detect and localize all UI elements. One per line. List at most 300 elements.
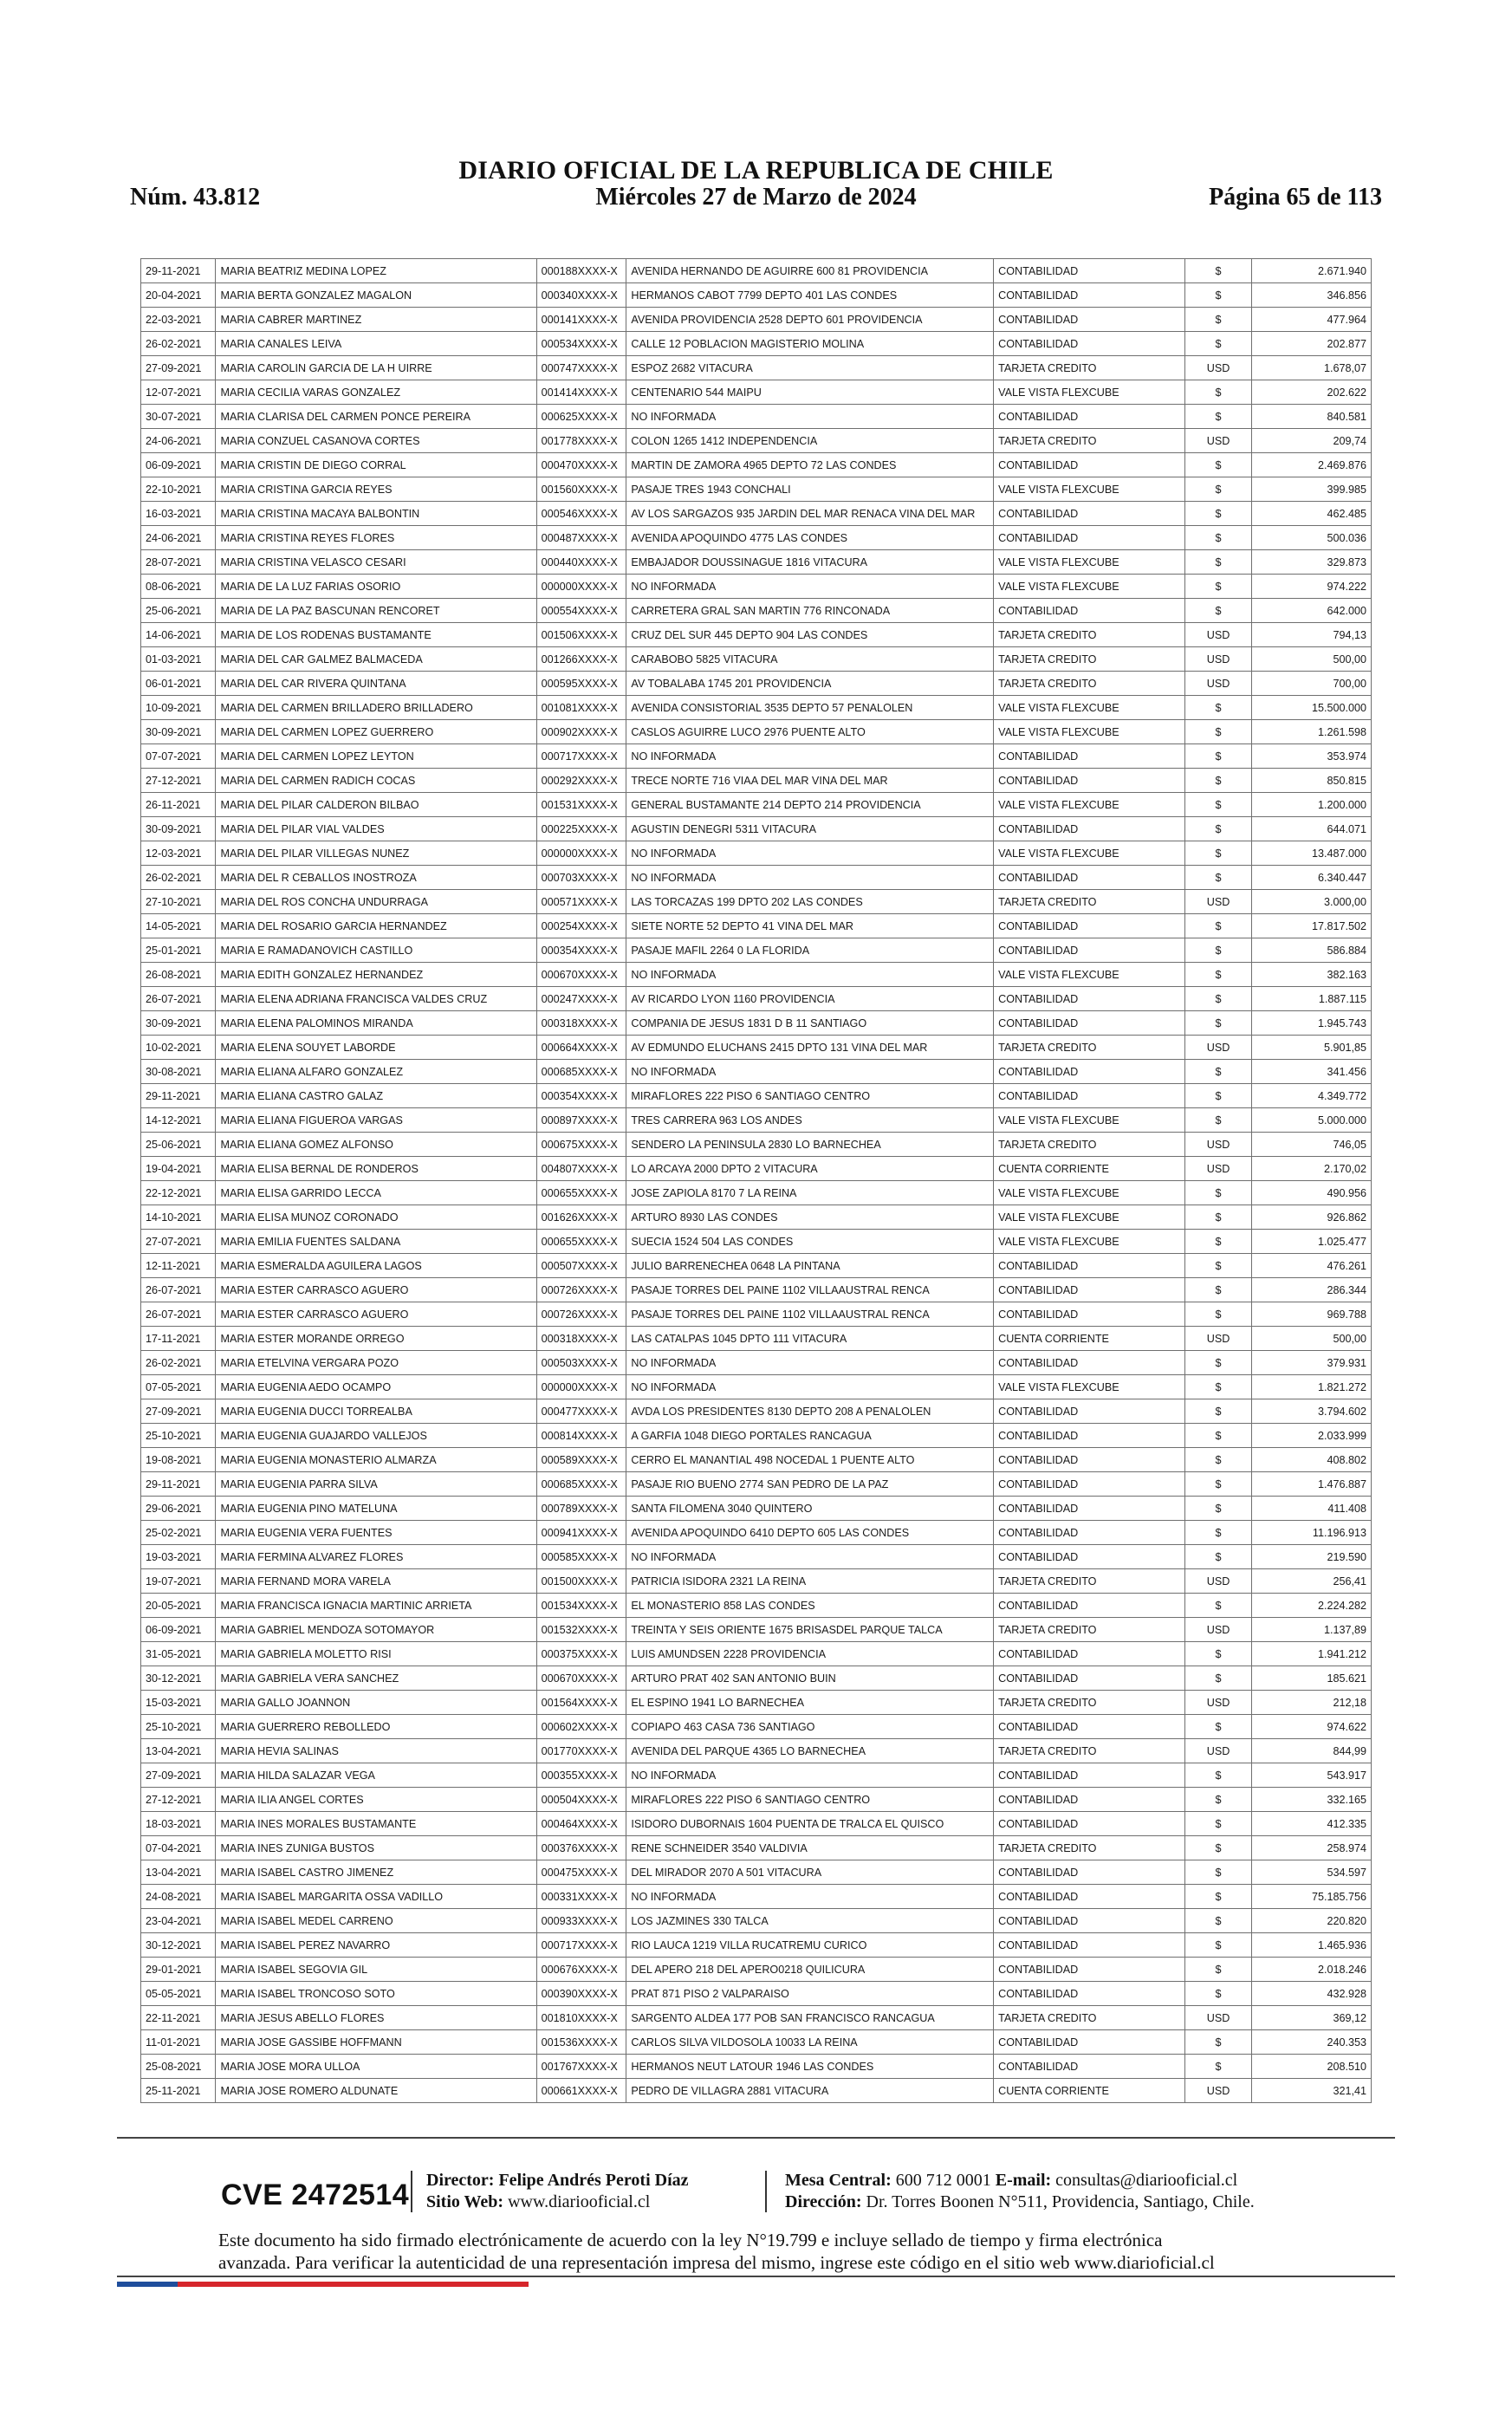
amount-cell: 1.678,07 [1251,356,1371,380]
account-cell: CONTABILIDAD [994,1545,1185,1569]
account-cell: CONTABILIDAD [994,1278,1185,1302]
address-cell: AVENIDA APOQUINDO 4775 LAS CONDES [626,526,994,550]
address-cell: ARTURO 8930 LAS CONDES [626,1205,994,1230]
account-cell: VALE VISTA FLEXCUBE [994,1108,1185,1133]
amount-cell: 2.469.876 [1251,453,1371,477]
table-row [141,1205,1372,1230]
id-cell: 001500XXXX-X [536,1569,626,1594]
id-cell: 000789XXXX-X [536,1497,626,1521]
date-cell: 06-09-2021 [141,1618,216,1642]
id-cell: 000470XXXX-X [536,453,626,477]
currency-cell: $ [1185,1860,1251,1885]
address-cell: JULIO BARRENECHEA 0648 LA PINTANA [626,1254,994,1278]
amount-cell: 1.821.272 [1251,1375,1371,1399]
name-cell: MARIA CANALES LEIVA [216,332,536,356]
amount-cell: 2.671.940 [1251,259,1371,283]
address-cell: HERMANOS CABOT 7799 DEPTO 401 LAS CONDES [626,283,994,308]
table-row [141,1036,1372,1060]
account-cell: VALE VISTA FLEXCUBE [994,550,1185,575]
address-cell: AV LOS SARGAZOS 935 JARDIN DEL MAR RENACA VINA DEL MAR [626,502,994,526]
name-cell: MARIA ELISA BERNAL DE RONDEROS [216,1157,536,1181]
name-cell: MARIA GABRIELA MOLETTO RISI [216,1642,536,1666]
name-cell: MARIA HEVIA SALINAS [216,1739,536,1763]
name-cell: MARIA DEL PILAR CALDERON BILBAO [216,793,536,817]
name-cell: MARIA GALLO JOANNON [216,1691,536,1715]
account-cell: CUENTA CORRIENTE [994,1327,1185,1351]
id-cell: 000747XXXX-X [536,356,626,380]
name-cell: MARIA ELISA GARRIDO LECCA [216,1181,536,1205]
account-cell: VALE VISTA FLEXCUBE [994,380,1185,405]
currency-cell: $ [1185,696,1251,720]
publication-title: DIARIO OFICIAL DE LA REPUBLICA DE CHILE [458,156,1054,185]
table-row [141,1521,1372,1545]
amount-cell: 642.000 [1251,599,1371,623]
currency-cell: $ [1185,259,1251,283]
id-cell: 000534XXXX-X [536,332,626,356]
currency-cell: $ [1185,1642,1251,1666]
address-cell: AVENIDA PROVIDENCIA 2528 DEPTO 601 PROVIDENCIA [626,308,994,332]
table-row [141,1230,1372,1254]
address-cell: PASAJE RIO BUENO 2774 SAN PEDRO DE LA PAZ [626,1472,994,1497]
name-cell: MARIA ELIANA CASTRO GALAZ [216,1084,536,1108]
date-cell: 12-07-2021 [141,380,216,405]
amount-cell: 490.956 [1251,1181,1371,1205]
account-cell: CONTABILIDAD [994,1958,1185,1982]
currency-cell: $ [1185,1594,1251,1618]
id-cell: 000941XXXX-X [536,1521,626,1545]
name-cell: MARIA JOSE MORA ULLOA [216,2055,536,2079]
id-cell: 000625XXXX-X [536,405,626,429]
amount-cell: 974.222 [1251,575,1371,599]
currency-cell: $ [1185,1666,1251,1691]
name-cell: MARIA EUGENIA PINO MATELUNA [216,1497,536,1521]
footer-separator [411,2171,412,2212]
address-label: Dirección: [785,2192,862,2211]
currency-cell: USD [1185,672,1251,696]
name-cell: MARIA ILIA ANGEL CORTES [216,1788,536,1812]
account-cell: CONTABILIDAD [994,308,1185,332]
amount-cell: 286.344 [1251,1278,1371,1302]
address-cell: SIETE NORTE 52 DEPTO 41 VINA DEL MAR [626,914,994,938]
currency-cell: $ [1185,1108,1251,1133]
legal-line-1: Este documento ha sido firmado electrónicamente de acuerdo con la ley N°19.799 e incluye sellado de tiempo y firma electrónica [218,2230,1163,2250]
date-cell: 14-05-2021 [141,914,216,938]
currency-cell: $ [1185,1715,1251,1739]
date-cell: 25-02-2021 [141,1521,216,1545]
name-cell: MARIA ELISA MUNOZ CORONADO [216,1205,536,1230]
currency-cell: USD [1185,429,1251,453]
table-row [141,526,1372,550]
address-cell: SENDERO LA PENINSULA 2830 LO BARNECHEA [626,1133,994,1157]
id-cell: 000670XXXX-X [536,963,626,987]
date-cell: 30-09-2021 [141,1011,216,1036]
currency-cell: USD [1185,1036,1251,1060]
date-cell: 19-07-2021 [141,1569,216,1594]
name-cell: MARIA CAROLIN GARCIA DE LA H UIRRE [216,356,536,380]
email-link[interactable]: consultas@diariooficial.cl [1055,2171,1238,2190]
table-row [141,405,1372,429]
id-cell: 000292XXXX-X [536,769,626,793]
address-cell: MIRAFLORES 222 PISO 6 SANTIAGO CENTRO [626,1084,994,1108]
date-cell: 25-10-2021 [141,1715,216,1739]
date-cell: 10-02-2021 [141,1036,216,1060]
amount-cell: 1.941.212 [1251,1642,1371,1666]
table-row [141,987,1372,1011]
currency-cell: $ [1185,866,1251,890]
account-cell: TARJETA CREDITO [994,1618,1185,1642]
table-row [141,841,1372,866]
date-cell: 29-11-2021 [141,1472,216,1497]
date-cell: 25-06-2021 [141,1133,216,1157]
address-cell: NO INFORMADA [626,1885,994,1909]
currency-cell: USD [1185,1133,1251,1157]
address-cell: CALLE 12 POBLACION MAGISTERIO MOLINA [626,332,994,356]
name-cell: MARIA ETELVINA VERGARA POZO [216,1351,536,1375]
currency-cell: $ [1185,1230,1251,1254]
currency-cell: $ [1185,2055,1251,2079]
date-cell: 26-07-2021 [141,1278,216,1302]
date-cell: 12-11-2021 [141,1254,216,1278]
id-cell: 000661XXXX-X [536,2079,626,2103]
mesa-label: Mesa Central: [785,2171,892,2190]
id-cell: 000504XXXX-X [536,1788,626,1812]
id-cell: 000585XXXX-X [536,1545,626,1569]
account-cell: CONTABILIDAD [994,1909,1185,1933]
amount-cell: 477.964 [1251,308,1371,332]
account-cell: CUENTA CORRIENTE [994,2079,1185,2103]
name-cell: MARIA JESUS ABELLO FLORES [216,2006,536,2030]
account-cell: VALE VISTA FLEXCUBE [994,477,1185,502]
id-cell: 000188XXXX-X [536,259,626,283]
id-cell: 000897XXXX-X [536,1108,626,1133]
amount-cell: 746,05 [1251,1133,1371,1157]
id-cell: 000703XXXX-X [536,866,626,890]
date-cell: 25-08-2021 [141,2055,216,2079]
table-row [141,1958,1372,1982]
amount-cell: 408.802 [1251,1448,1371,1472]
id-cell: 000655XXXX-X [536,1181,626,1205]
date-cell: 06-09-2021 [141,453,216,477]
name-cell: MARIA INES MORALES BUSTAMANTE [216,1812,536,1836]
account-cell: CONTABILIDAD [994,1011,1185,1036]
name-cell: MARIA ISABEL PEREZ NAVARRO [216,1933,536,1958]
id-cell: 000318XXXX-X [536,1011,626,1036]
table-row [141,1715,1372,1739]
date-cell: 26-07-2021 [141,987,216,1011]
amount-cell: 6.340.447 [1251,866,1371,890]
address-cell: HERMANOS NEUT LATOUR 1946 LAS CONDES [626,2055,994,2079]
name-cell: MARIA JOSE GASSIBE HOFFMANN [216,2030,536,2055]
address-cell: TREINTA Y SEIS ORIENTE 1675 BRISASDEL PARQUE TALCA [626,1618,994,1642]
table-row [141,599,1372,623]
amount-cell: 2.224.282 [1251,1594,1371,1618]
table-row [141,1133,1372,1157]
id-cell: 001081XXXX-X [536,696,626,720]
amount-cell: 209,74 [1251,429,1371,453]
currency-cell: $ [1185,963,1251,987]
address-cell: MARTIN DE ZAMORA 4965 DEPTO 72 LAS CONDES [626,453,994,477]
name-cell: MARIA FRANCISCA IGNACIA MARTINIC ARRIETA [216,1594,536,1618]
table-row [141,793,1372,817]
table-row [141,429,1372,453]
id-cell: 000675XXXX-X [536,1133,626,1157]
name-cell: MARIA DE LA LUZ FARIAS OSORIO [216,575,536,599]
date-cell: 27-07-2021 [141,1230,216,1254]
account-cell: TARJETA CREDITO [994,647,1185,672]
flag-segment [117,2282,178,2287]
name-cell: MARIA DEL ROS CONCHA UNDURRAGA [216,890,536,914]
name-cell: MARIA DEL CARMEN RADICH COCAS [216,769,536,793]
account-cell: CONTABILIDAD [994,817,1185,841]
name-cell: MARIA EUGENIA AEDO OCAMPO [216,1375,536,1399]
amount-cell: 462.485 [1251,502,1371,526]
amount-cell: 4.349.772 [1251,1084,1371,1108]
flag-stripe [117,2282,529,2287]
account-cell: CONTABILIDAD [994,1448,1185,1472]
id-cell: 000477XXXX-X [536,1399,626,1424]
name-cell: MARIA CONZUEL CASANOVA CORTES [216,429,536,453]
date-cell: 29-11-2021 [141,259,216,283]
id-cell: 001414XXXX-X [536,380,626,405]
date-cell: 07-07-2021 [141,744,216,769]
date-cell: 30-12-2021 [141,1933,216,1958]
name-cell: MARIA DEL CARMEN LOPEZ LEYTON [216,744,536,769]
table-row [141,1108,1372,1133]
flag-segment [178,2282,529,2287]
date-cell: 27-10-2021 [141,890,216,914]
account-cell: VALE VISTA FLEXCUBE [994,575,1185,599]
currency-cell: $ [1185,526,1251,550]
currency-cell: $ [1185,1302,1251,1327]
address-cell: NO INFORMADA [626,841,994,866]
address-cell: NO INFORMADA [626,1060,994,1084]
name-cell: MARIA EUGENIA PARRA SILVA [216,1472,536,1497]
account-cell: TARJETA CREDITO [994,890,1185,914]
address-cell: CARRETERA GRAL SAN MARTIN 776 RINCONADA [626,599,994,623]
account-cell: CONTABILIDAD [994,1812,1185,1836]
table-row [141,2006,1372,2030]
account-cell: CONTABILIDAD [994,1521,1185,1545]
amount-cell: 1.137,89 [1251,1618,1371,1642]
account-cell: CONTABILIDAD [994,599,1185,623]
date-cell: 26-02-2021 [141,332,216,356]
name-cell: MARIA JOSE ROMERO ALDUNATE [216,2079,536,2103]
date-cell: 29-11-2021 [141,1084,216,1108]
currency-cell: USD [1185,356,1251,380]
table-row [141,308,1372,332]
table-row [141,1351,1372,1375]
currency-cell: $ [1185,283,1251,308]
address-cell: NO INFORMADA [626,405,994,429]
name-cell: MARIA ISABEL SEGOVIA GIL [216,1958,536,1982]
table-row [141,1982,1372,2006]
date-cell: 26-02-2021 [141,1351,216,1375]
table-row [141,1909,1372,1933]
date-cell: 26-08-2021 [141,963,216,987]
date-cell: 29-06-2021 [141,1497,216,1521]
currency-cell: $ [1185,1472,1251,1497]
account-cell: TARJETA CREDITO [994,1691,1185,1715]
id-cell: 000318XXXX-X [536,1327,626,1351]
address-cell: LOS JAZMINES 330 TALCA [626,1909,994,1933]
id-cell: 000440XXXX-X [536,550,626,575]
amount-cell: 2.018.246 [1251,1958,1371,1982]
date-cell: 27-12-2021 [141,769,216,793]
address-cell: NO INFORMADA [626,1763,994,1788]
date-cell: 11-01-2021 [141,2030,216,2055]
account-cell: CONTABILIDAD [994,1860,1185,1885]
page-number: Página 65 de 113 [1209,184,1382,211]
address-cell: TRECE NORTE 716 VIAA DEL MAR VINA DEL MAR [626,769,994,793]
id-cell: 000814XXXX-X [536,1424,626,1448]
name-cell: MARIA EDITH GONZALEZ HERNANDEZ [216,963,536,987]
id-cell: 000664XXXX-X [536,1036,626,1060]
amount-cell: 341.456 [1251,1060,1371,1084]
address-cell: CERRO EL MANANTIAL 498 NOCEDAL 1 PUENTE ALTO [626,1448,994,1472]
date-cell: 14-10-2021 [141,1205,216,1230]
address-cell: EL ESPINO 1941 LO BARNECHEA [626,1691,994,1715]
table-row [141,1327,1372,1351]
address-cell: COLON 1265 1412 INDEPENDENCIA [626,429,994,453]
currency-cell: USD [1185,1691,1251,1715]
address-cell: PASAJE TRES 1943 CONCHALI [626,477,994,502]
account-cell: CONTABILIDAD [994,1497,1185,1521]
account-cell: CONTABILIDAD [994,502,1185,526]
amount-cell: 353.974 [1251,744,1371,769]
mesa-phone: 600 712 0001 [895,2171,991,2190]
date-cell: 30-08-2021 [141,1060,216,1084]
currency-cell: USD [1185,1327,1251,1351]
currency-cell: USD [1185,1569,1251,1594]
date-cell: 07-05-2021 [141,1375,216,1399]
table-row [141,332,1372,356]
address-cell: MIRAFLORES 222 PISO 6 SANTIAGO CENTRO [626,1788,994,1812]
name-cell: MARIA E RAMADANOVICH CASTILLO [216,938,536,963]
address-cell: DEL APERO 218 DEL APERO0218 QUILICURA [626,1958,994,1982]
id-cell: 000376XXXX-X [536,1836,626,1860]
account-cell: VALE VISTA FLEXCUBE [994,1205,1185,1230]
amount-cell: 1.465.936 [1251,1933,1371,1958]
name-cell: MARIA CRISTIN DE DIEGO CORRAL [216,453,536,477]
id-cell: 000503XXXX-X [536,1351,626,1375]
date-cell: 27-09-2021 [141,1763,216,1788]
currency-cell: $ [1185,1836,1251,1860]
amount-cell: 411.408 [1251,1497,1371,1521]
date-cell: 14-06-2021 [141,623,216,647]
name-cell: MARIA DEL R CEBALLOS INOSTROZA [216,866,536,890]
account-cell: CUENTA CORRIENTE [994,1157,1185,1181]
currency-cell: USD [1185,2006,1251,2030]
date-cell: 06-01-2021 [141,672,216,696]
name-cell: MARIA GABRIEL MENDOZA SOTOMAYOR [216,1618,536,1642]
table-row [141,1666,1372,1691]
table-row [141,1812,1372,1836]
amount-cell: 369,12 [1251,2006,1371,2030]
amount-cell: 11.196.913 [1251,1521,1371,1545]
currency-cell: $ [1185,938,1251,963]
amount-cell: 382.163 [1251,963,1371,987]
date-cell: 18-03-2021 [141,1812,216,1836]
id-cell: 000331XXXX-X [536,1885,626,1909]
amount-cell: 974.622 [1251,1715,1371,1739]
name-cell: MARIA DEL PILAR VIAL VALDES [216,817,536,841]
name-cell: MARIA GABRIELA VERA SANCHEZ [216,1666,536,1691]
address-cell: LAS TORCAZAS 199 DPTO 202 LAS CONDES [626,890,994,914]
amount-cell: 500.036 [1251,526,1371,550]
id-cell: 000589XXXX-X [536,1448,626,1472]
table-row [141,817,1372,841]
name-cell: MARIA EUGENIA MONASTERIO ALMARZA [216,1448,536,1472]
id-cell: 000464XXXX-X [536,1812,626,1836]
account-cell: CONTABILIDAD [994,259,1185,283]
table-row [141,1569,1372,1594]
amount-cell: 476.261 [1251,1254,1371,1278]
table-row [141,1375,1372,1399]
contact-block [785,2170,1255,2213]
account-cell: VALE VISTA FLEXCUBE [994,696,1185,720]
id-cell: 001810XXXX-X [536,2006,626,2030]
table-row [141,2030,1372,2055]
currency-cell: $ [1185,769,1251,793]
amount-cell: 794,13 [1251,623,1371,647]
id-cell: 000141XXXX-X [536,308,626,332]
account-cell: CONTABILIDAD [994,744,1185,769]
date-cell: 27-09-2021 [141,1399,216,1424]
account-cell: TARJETA CREDITO [994,1569,1185,1594]
issue-date: Miércoles 27 de Marzo de 2024 [595,184,917,211]
id-cell: 000375XXXX-X [536,1642,626,1666]
name-cell: MARIA INES ZUNIGA BUSTOS [216,1836,536,1860]
amount-cell: 844,99 [1251,1739,1371,1763]
address-cell: CARLOS SILVA VILDOSOLA 10033 LA REINA [626,2030,994,2055]
date-cell: 14-12-2021 [141,1108,216,1133]
account-cell: CONTABILIDAD [994,1666,1185,1691]
name-cell: MARIA BEATRIZ MEDINA LOPEZ [216,259,536,283]
legal-line-2: avanzada. Para verificar la autenticidad de una representación impresa del mismo, ingrese este código en el sitio web www.diarioficial.cl [218,2252,1215,2273]
table-row [141,453,1372,477]
account-cell: CONTABILIDAD [994,1715,1185,1739]
name-cell: MARIA CRISTINA VELASCO CESARI [216,550,536,575]
id-cell: 001626XXXX-X [536,1205,626,1230]
currency-cell: $ [1185,1375,1251,1399]
currency-cell: $ [1185,1763,1251,1788]
currency-cell: $ [1185,599,1251,623]
table-row [141,623,1372,647]
address-cell: GENERAL BUSTAMANTE 214 DEPTO 214 PROVIDENCIA [626,793,994,817]
table-row [141,1836,1372,1860]
date-cell: 16-03-2021 [141,502,216,526]
account-cell: CONTABILIDAD [994,769,1185,793]
records-body [141,259,1372,2103]
currency-cell: $ [1185,987,1251,1011]
currency-cell: USD [1185,1739,1251,1763]
name-cell: MARIA ELIANA GOMEZ ALFONSO [216,1133,536,1157]
cve-code: CVE 2472514 [221,2179,410,2211]
date-cell: 26-02-2021 [141,866,216,890]
address-cell: NO INFORMADA [626,1375,994,1399]
account-cell: CONTABILIDAD [994,987,1185,1011]
director-label: Director: [426,2171,495,2190]
date-cell: 19-03-2021 [141,1545,216,1569]
address-cell: CASLOS AGUIRRE LUCO 2976 PUENTE ALTO [626,720,994,744]
table-row [141,938,1372,963]
id-cell: 001266XXXX-X [536,647,626,672]
name-cell: MARIA GUERRERO REBOLLEDO [216,1715,536,1739]
address-cell: AGUSTIN DENEGRI 5311 VITACURA [626,817,994,841]
currency-cell: $ [1185,1497,1251,1521]
web-link[interactable]: www.diariooficial.cl [508,2192,651,2211]
id-cell: 000571XXXX-X [536,890,626,914]
